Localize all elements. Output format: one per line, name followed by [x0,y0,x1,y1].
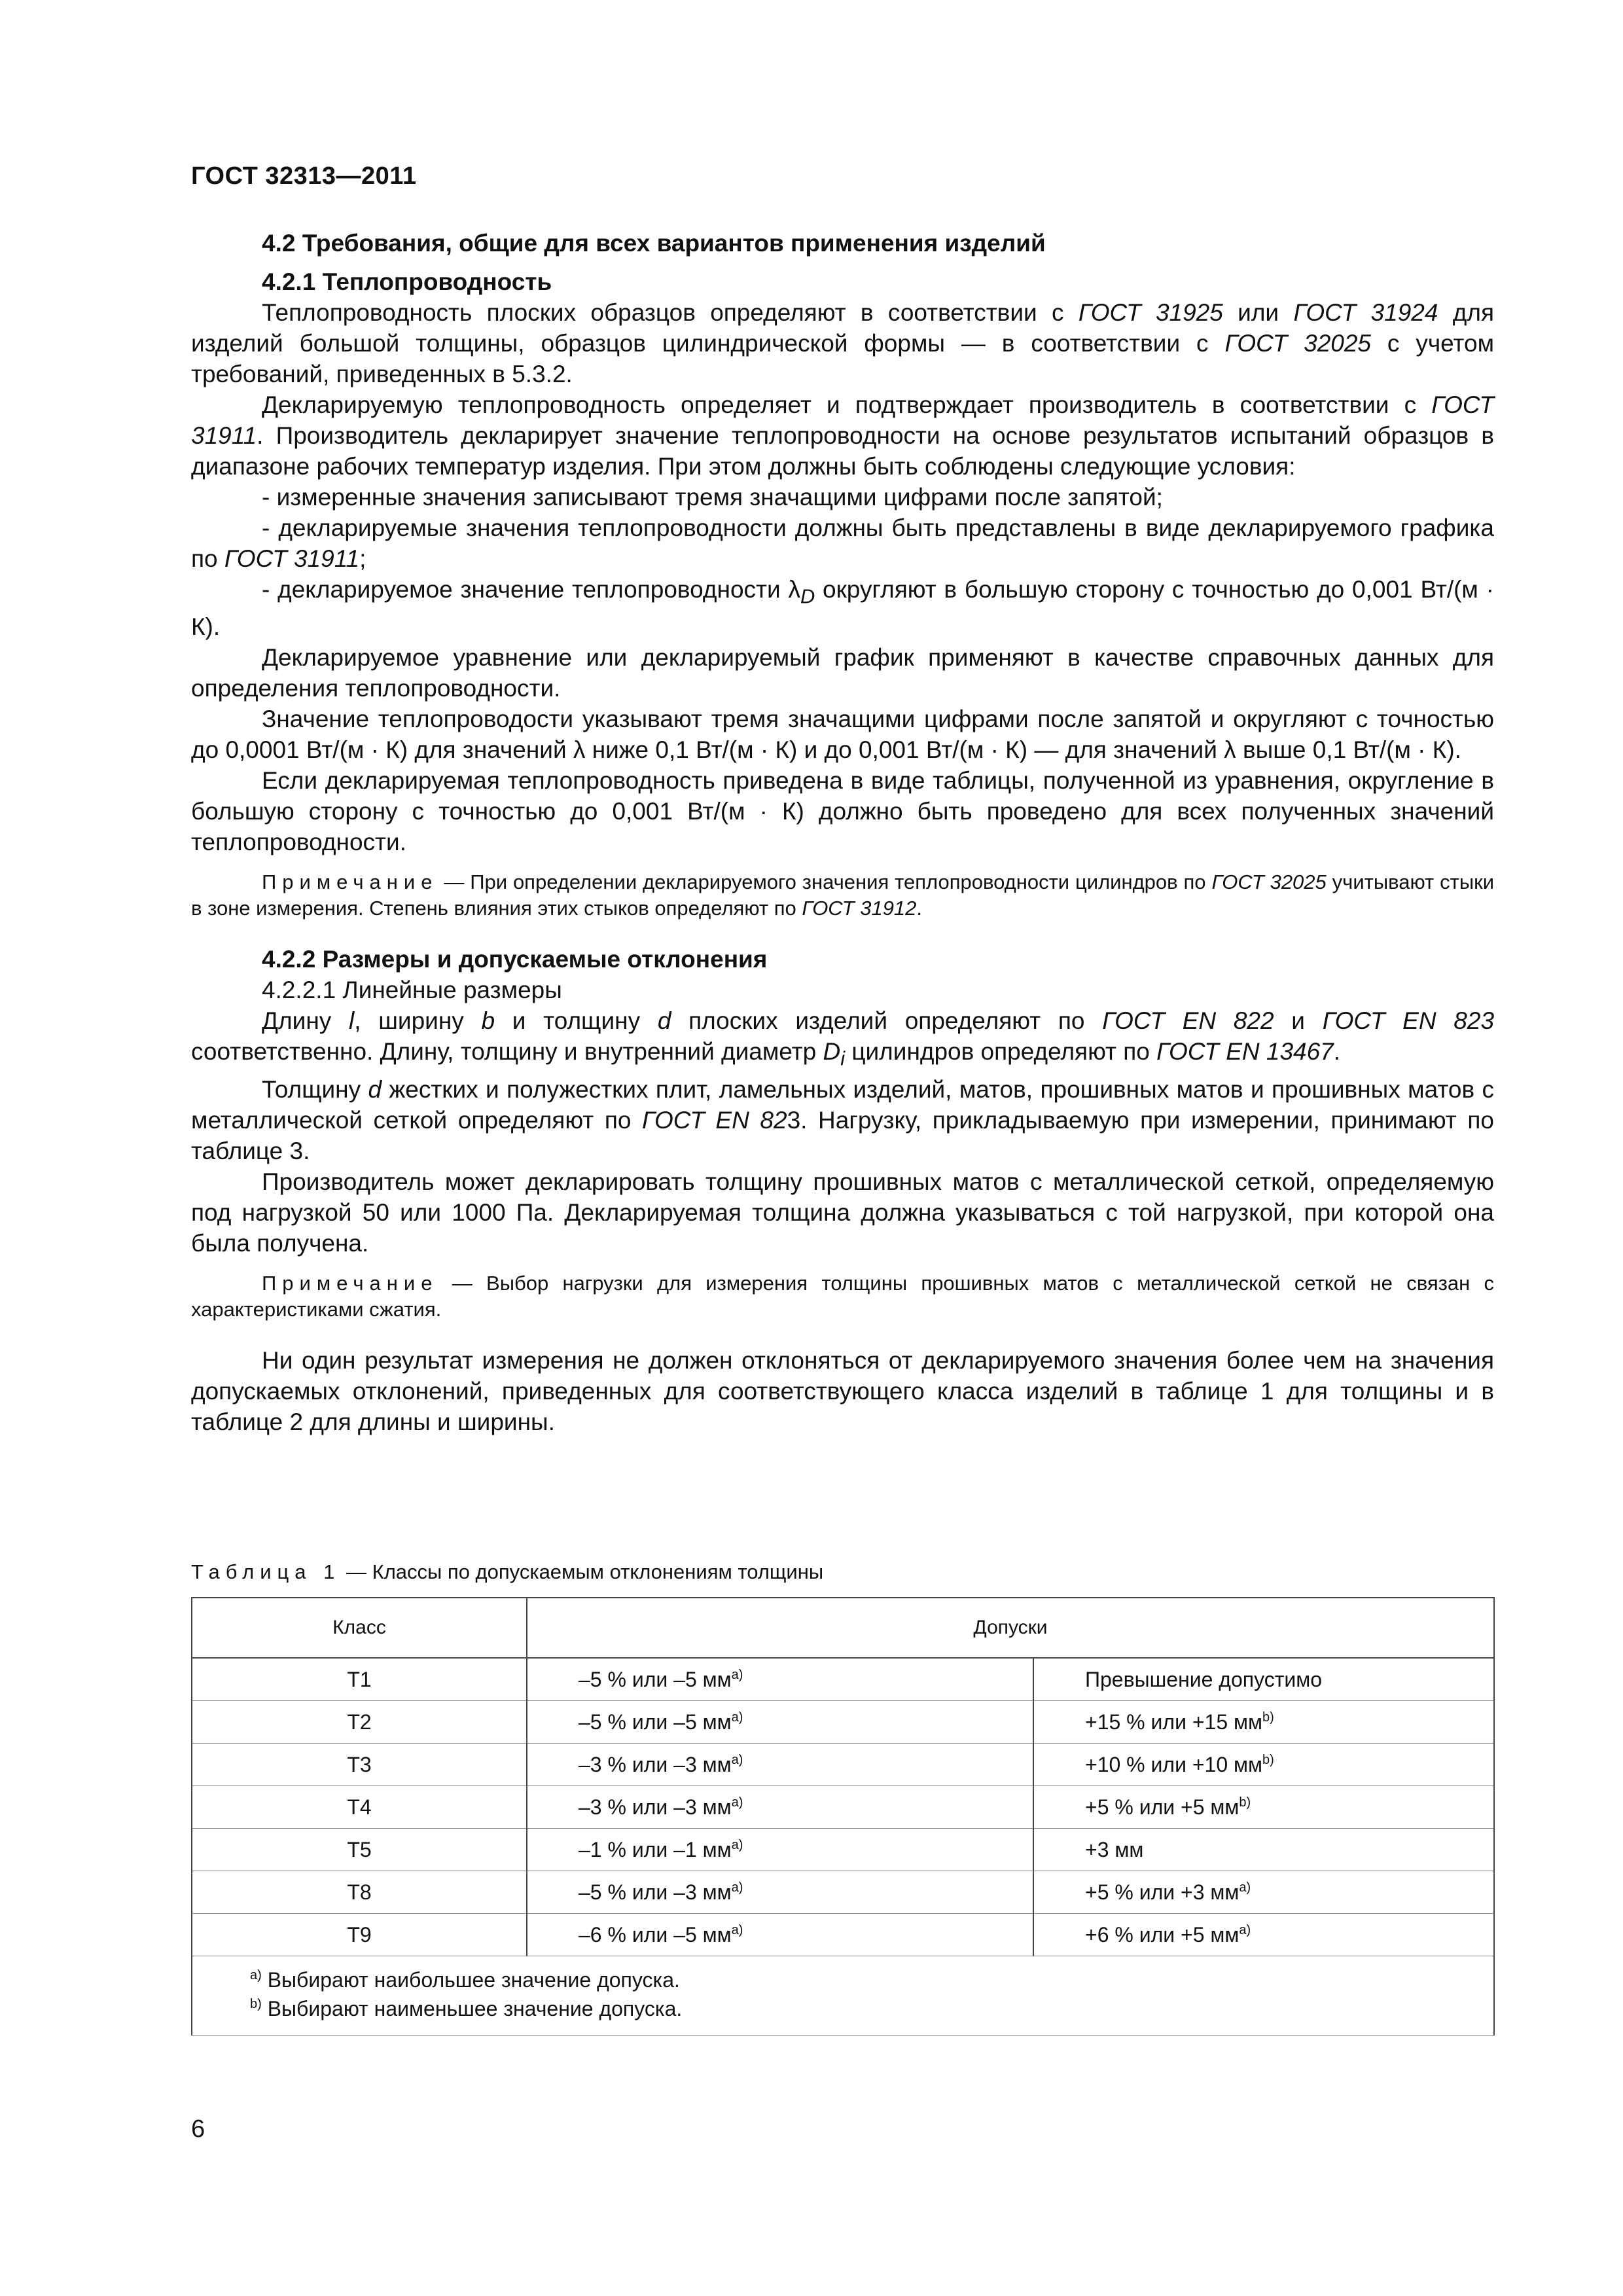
table-cell: –5 % или –5 $мм^{a)}$ [527,1658,1033,1701]
table-cell: Превышение допустимо [1033,1658,1494,1701]
paragraph: Толщину d жестких и полужестких плит, ламельных изделий, матов, прошивных матов и прошивных матов с металлической сеткой определяют по ГОСТ EN 823. Нагрузку, прикладываемую при измерении, принимают по таблице 3. [191,1075,1494,1164]
paragraph: Производитель может декларировать толщину прошивных матов с металлической сеткой, определяемую под нагрузкой 50 или 1000 Па. Декларируемая толщина должна указываться с той нагрузкой, при которой она была получена. [191,1168,1494,1257]
standard-reference: ГОСТ 31911 [191,391,1494,449]
table-cell: T3 [192,1744,527,1786]
list-item: - декларируемые значения теплопроводности должны быть представлены в виде декларируемого графика по ГОСТ 31911; [191,514,1494,572]
standard-reference: ГОСТ 31925 [1078,299,1223,326]
table-cell: –1 % или –1 $мм^{a)}$ [527,1829,1033,1871]
table-cell: –5 % или –5 $мм^{a)}$ [527,1701,1033,1744]
paragraph: Ни один результат измерения не должен отклоняться от декларируемого значения более чем на значения допускаемых отклонений, приведенных для соответствующего класса изделий в таблице 1 для толщины и в таблице 2 для длины и ширины. [191,1346,1494,1435]
document-body [191,228,1494,1437]
paragraph: Длину l, ширину b и толщину d плоских изделий определяют по ГОСТ EN 822 и ГОСТ EN 823 соответственно. Длину, толщину и внутренний диаметр $D_i$ цилиндров определяют по ГОСТ EN 13467. [191,1007,1495,1070]
table-cell: –6 % или –5 $мм^{a)}$ [527,1914,1033,1956]
table-cell: +6 % или +5 $мм^{a)}$ [1033,1914,1494,1956]
paragraph: Теплопроводность плоских образцов определяют в соответствии с ГОСТ 31925 или ГОСТ 31924 для изделий большой толщины, образцов цилиндрической формы — в соответствии с ГОСТ 32025 с учетом требований, приведенных в 5.3.2. [191,299,1495,387]
tolerance-classes-table [191,1597,1495,2036]
footnote: $^{a)}$ Выбирают наибольшее значение допуска. [250,1968,680,1992]
standard-reference: ГОСТ 31911 [224,545,360,572]
table-cell: +3 мм [1033,1829,1494,1871]
paragraph: Декларируемую теплопроводность определяет и подтверждает производитель в соответствии с ГОСТ 31911. Производитель декларирует значение теплопроводности на основе результатов испытаний образцов в диапазоне рабочих температур изделия. При этом должны быть соблюдены следующие условия: [191,391,1494,480]
table-cell: +15 % или +15 $мм^{b)}$ [1033,1701,1494,1744]
paragraph: Если декларируемая теплопроводность приведена в виде таблицы, полученной из уравнения, округление в большую сторону с точностью до 0,001 Вт/(м · К) должно быть проведено для всех полученных значений теплопроводности. [191,767,1494,856]
paragraph: Декларируемое уравнение или декларируемый график применяют в качестве справочных данных для определения теплопроводности. [191,644,1494,702]
table-cell: T8 [192,1871,527,1914]
table-cell: T2 [192,1701,527,1744]
table-body [192,1658,1494,2036]
table-row [192,1871,1494,1914]
column-header-tolerances: Допуски [527,1598,1494,1658]
standard-reference: ГОСТ 32025 [1211,870,1327,894]
footnote: $^{b)}$ Выбирают наименьшее значение допуска. [250,1997,683,2020]
table-cell: T9 [192,1914,527,1956]
standard-reference: ГОСТ EN 822 [1102,1007,1274,1035]
footnote-mark: a) [731,1795,743,1810]
column-header-class: Класс [192,1598,527,1658]
section-4-2-2-1-title: 4.2.2.1 Линейные размеры [262,977,562,1004]
table-caption: Таблица 1 — Классы по допускаемым отклонениям толщины [191,1560,824,1583]
table-cell: –3 % или –3 $мм^{a)}$ [527,1786,1033,1829]
table-cell: T4 [192,1786,527,1829]
footnote-mark: a) [1239,1880,1251,1895]
standard-reference: ГОСТ 31924 [1293,299,1438,326]
footnote-mark: a) [731,1837,743,1852]
footnote-mark: b) [1262,1710,1274,1725]
footnote-mark: a) [731,1667,743,1682]
standard-reference: ГОСТ EN 823 [1322,1007,1495,1035]
footnote-mark: a) [731,1752,743,1767]
footnote-mark: a) [1239,1922,1251,1937]
paragraph: Значение теплопроводости указывают тремя значащими цифрами после запятой и округляют с точностью до 0,0001 Вт/(м · К) для значений λ ниже 0,1 Вт/(м · К) и до 0,001 Вт/(м · К) — для значений λ выше 0,1 Вт/(м · К). [191,706,1494,764]
page-number: 6 [191,2115,205,2143]
note-label: Примечание [262,870,438,894]
standard-reference: ГОСТ 32025 [1224,330,1372,357]
footnote-mark: a) [731,1880,743,1895]
standard-reference: ГОСТ 31912 [802,897,917,920]
table-row [192,1744,1494,1786]
standard-reference: ГОСТ EN 82 [642,1106,787,1134]
standard-reference: ГОСТ EN 13467 [1156,1038,1334,1066]
section-4-2-2-title: 4.2.2 Размеры и допускаемые отклонения [262,946,768,973]
table-cell: –5 % или –3 $мм^{a)}$ [527,1871,1033,1914]
table-row [192,1701,1494,1744]
table-row [192,1658,1494,1701]
list-item: - декларируемое значение теплопроводности $\lambda_D$ округляют в большую сторону с точностью до 0,001 Вт/(м · К). [191,576,1494,641]
table-row [192,1786,1494,1829]
footnote-mark: a) [731,1710,743,1725]
note: Примечание — При определении декларируемого значения теплопроводности цилиндров по ГОСТ 32025 учитывают стыки в зоне измерения. Степень влияния этих стыков определяют по ГОСТ 31912. [191,870,1495,920]
footnote-mark: b) [1239,1795,1251,1810]
lambda-symbol: λ [788,576,800,603]
list-item: - измеренные значения записывают тремя значащими цифрами после запятой; [262,484,1163,511]
footnote-mark: b) [1262,1752,1274,1767]
table-row [192,1829,1494,1871]
document-header: ГОСТ 32313—2011 [191,162,417,190]
section-4-2-title: 4.2 Требования, общие для всех вариантов применения изделий [262,230,1046,257]
table-cell: T1 [192,1658,527,1701]
table-cell: +10 % или +10 $мм^{b)}$ [1033,1744,1494,1786]
table-cell: +5 % или +3 $мм^{a)}$ [1033,1871,1494,1914]
table-cell: +5 % или +5 $мм^{b)}$ [1033,1786,1494,1829]
table-row [192,1914,1494,1956]
footnote-mark: a) [731,1922,743,1937]
section-4-2-1-title: 4.2.1 Теплопроводность [262,268,552,295]
table-cell: –3 % или –3 $мм^{a)}$ [527,1744,1033,1786]
note: Примечание — Выбор нагрузки для измерения толщины прошивных матов с металлической сеткой не связан с характеристиками сжатия. [191,1271,1494,1321]
note-label: Примечание [262,1271,438,1295]
table-footnotes [192,1956,1494,2036]
table-cell: T5 [192,1829,527,1871]
